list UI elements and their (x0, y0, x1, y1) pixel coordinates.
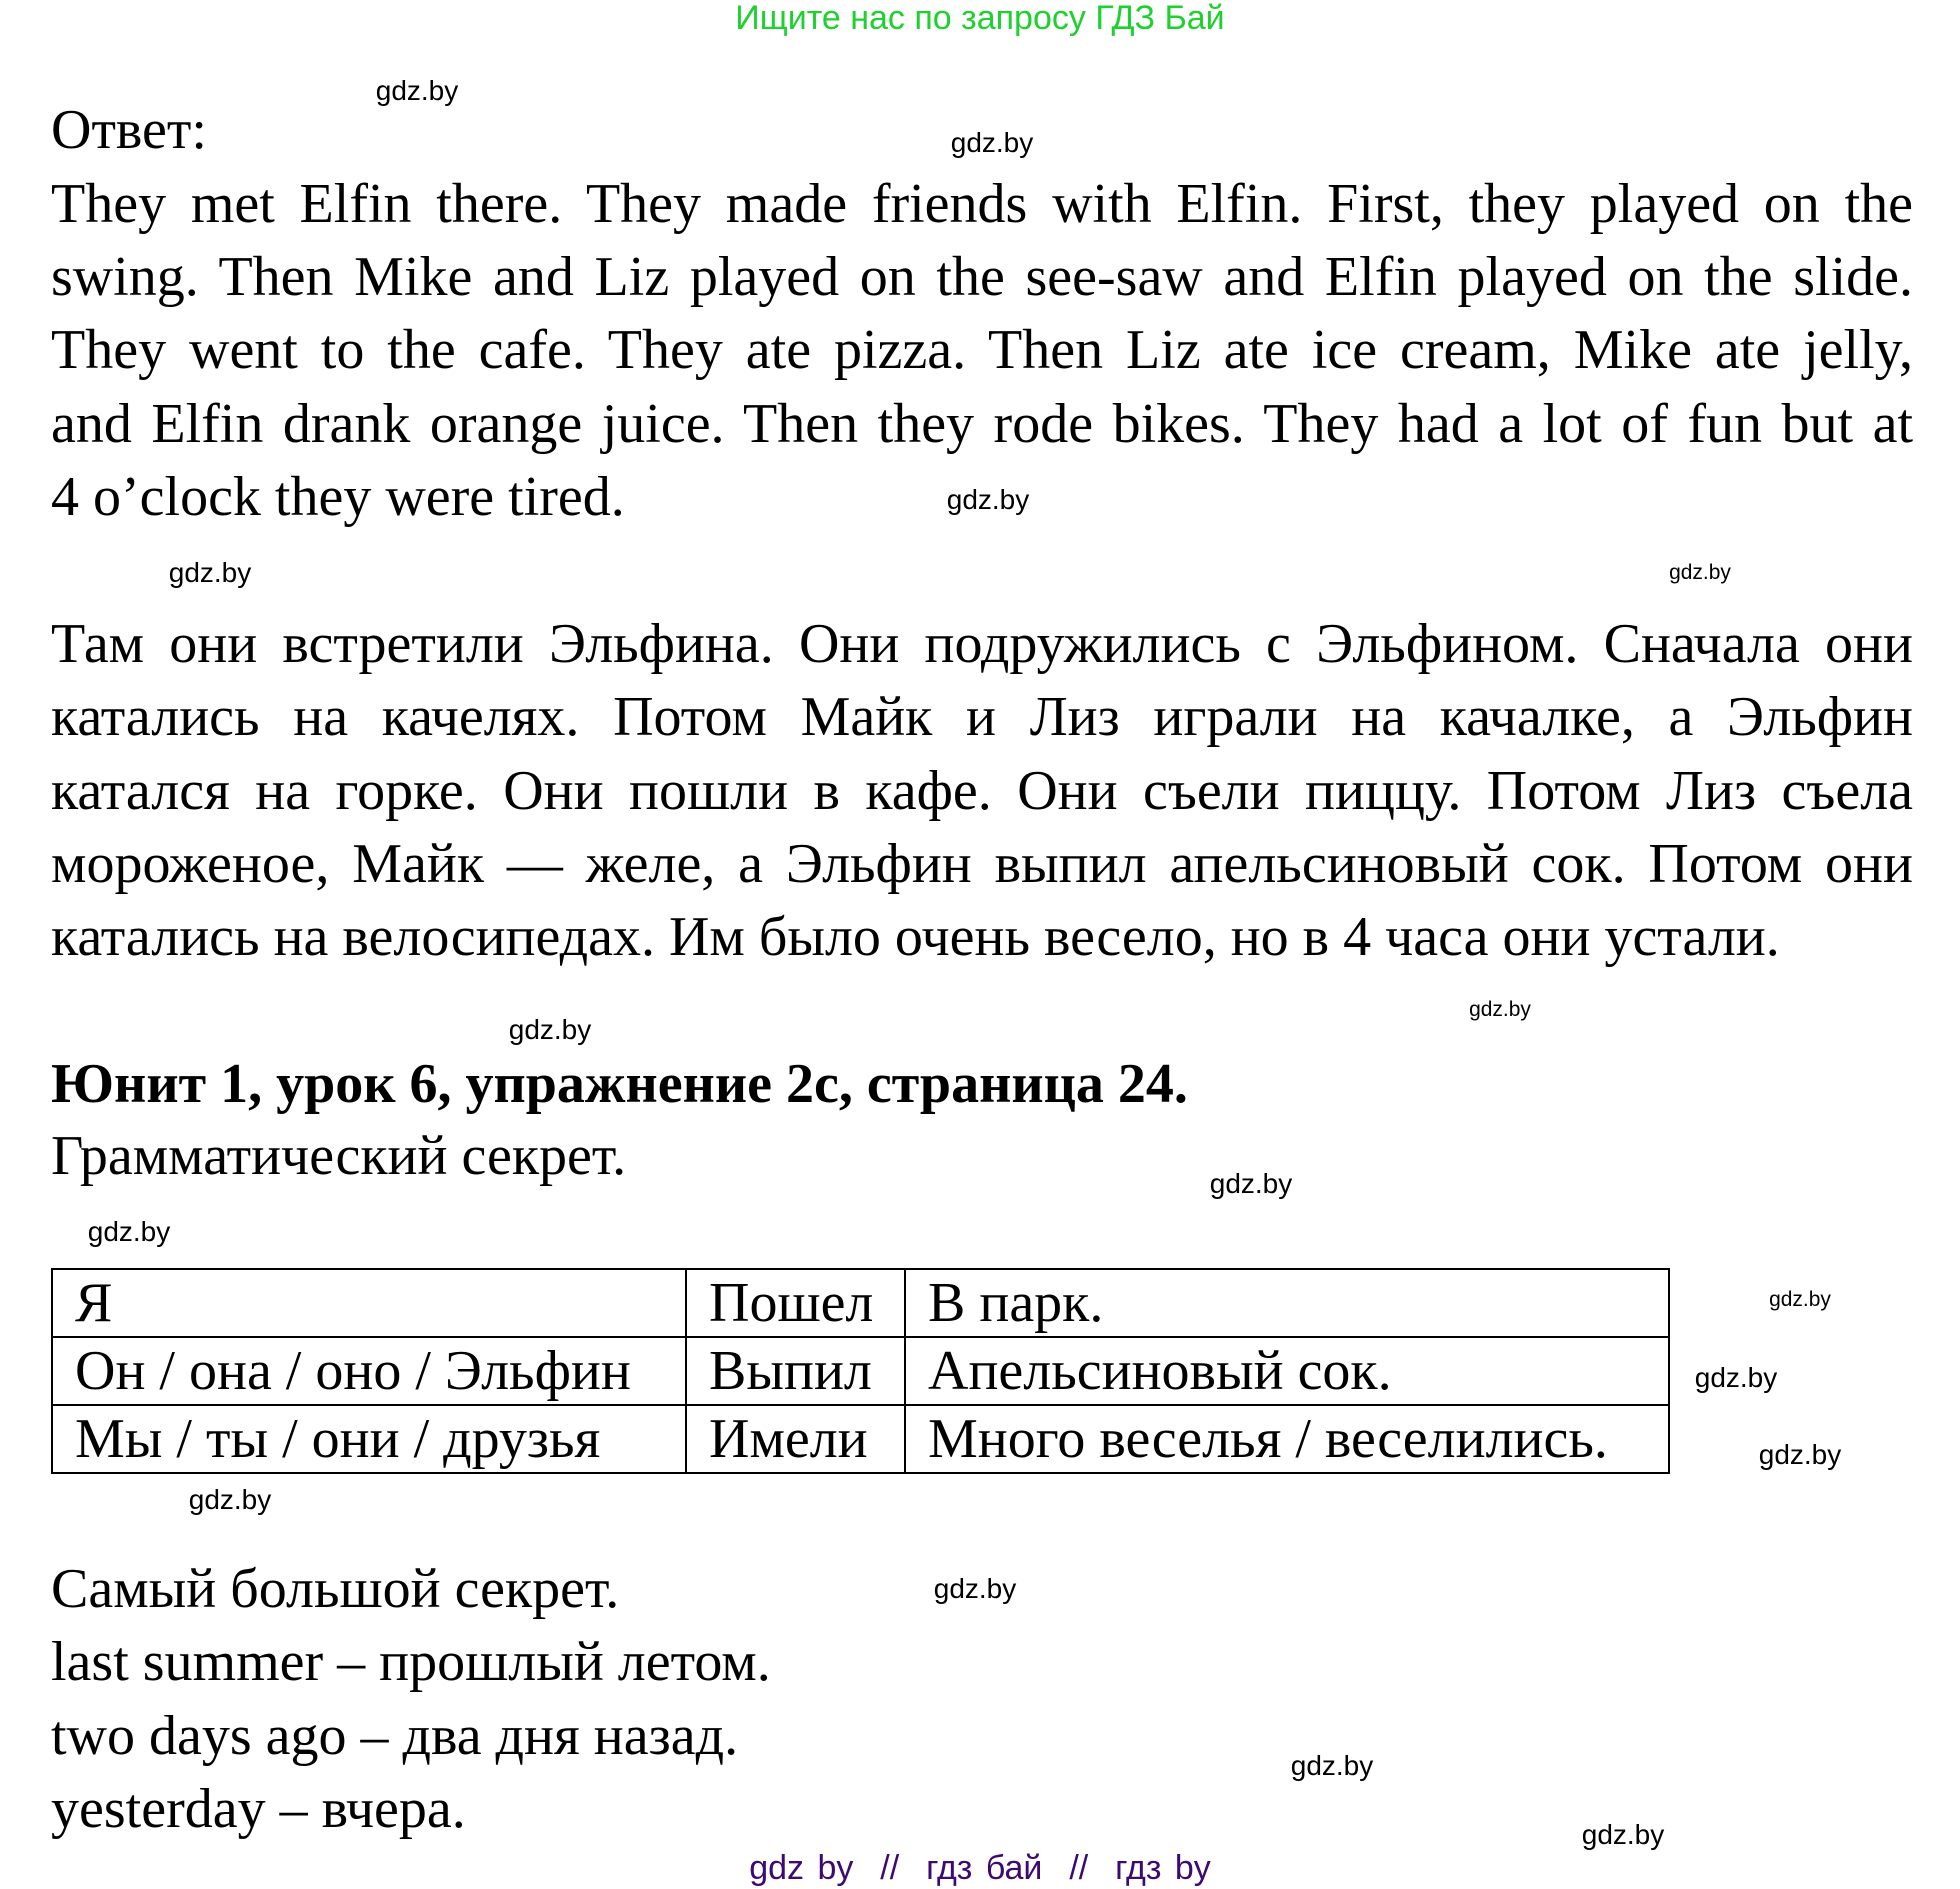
table-row (52, 1269, 1669, 1337)
table-cell: Пошел (686, 1269, 905, 1337)
grammar-table (51, 1268, 1670, 1474)
secret-line: last summer – прошлый летом. (51, 1631, 771, 1693)
watermark: gdz.by (1469, 998, 1531, 1021)
watermark: gdz.by (508, 1014, 592, 1045)
secret-line: two days ago – два дня назад. (51, 1705, 739, 1767)
english-line: swing. Then Mike and Liz played on the see-saw and Elfin played on the slide. (51, 246, 1913, 308)
russian-line: мороженое, Майк — желе, а Эльфин выпил апельсиновый сок. Потом они (51, 833, 1913, 895)
table-cell: В парк. (905, 1269, 1669, 1337)
watermark: gdz.by (87, 1216, 171, 1247)
table-cell: Имели (686, 1405, 905, 1473)
watermark: gdz.by (1209, 1168, 1293, 1199)
watermark: gdz.by (375, 75, 459, 106)
russian-line: Там они встретили Эльфина. Они подружились с Эльфином. Сначала они (51, 613, 1913, 675)
watermark: gdz.by (946, 484, 1030, 515)
watermark: gdz.by (1769, 1288, 1831, 1311)
watermark: gdz.by (1694, 1362, 1778, 1393)
table-row (52, 1405, 1669, 1473)
english-line: 4 o’clock they were tired. (51, 466, 625, 528)
table-cell: Я (52, 1269, 686, 1337)
table-cell: Выпил (686, 1337, 905, 1405)
watermark: gdz.by (1758, 1439, 1842, 1470)
watermark: gdz.by (950, 127, 1034, 158)
russian-line: катались на велосипедах. Им было очень весело, но в 4 часа они устали. (51, 906, 1780, 968)
table-cell: Много веселья / веселились. (905, 1405, 1669, 1473)
english-line: and Elfin drank orange juice. Then they rode bikes. They had a lot of fun but at (51, 393, 1913, 455)
table-row (52, 1337, 1669, 1405)
watermark: gdz.by (1669, 561, 1731, 584)
russian-line: катался на горке. Они пошли в кафе. Они съели пиццу. Потом Лиз съела (51, 760, 1913, 822)
table-cell: Апельсиновый сок. (905, 1337, 1669, 1405)
watermark: gdz.by (933, 1573, 1017, 1604)
table-cell: Мы / ты / они / друзья (52, 1405, 686, 1473)
answer-label: Ответ: (51, 99, 207, 161)
search-banner: Ищите нас по запросу ГДЗ Бай (735, 0, 1225, 37)
grammar-title: Грамматический секрет. (51, 1125, 627, 1187)
table-cell: Он / она / оно / Эльфин (52, 1337, 686, 1405)
russian-line: катались на качелях. Потом Майк и Лиз играли на качалке, а Эльфин (51, 686, 1913, 748)
watermark: gdz.by (1581, 1819, 1665, 1850)
watermark: gdz.by (168, 557, 252, 588)
exercise-heading: Юнит 1, урок 6, упражнение 2c, страница 24. (51, 1053, 1188, 1115)
secret-title: Самый большой секрет. (51, 1558, 620, 1620)
english-line: They went to the cafe. They ate pizza. Then Liz ate ice cream, Mike ate jelly, (51, 319, 1913, 381)
watermark: gdz.by (1290, 1750, 1374, 1781)
watermark: gdz.by (188, 1484, 272, 1515)
footer-links: gdz by // гдз бай // гдз by (749, 1849, 1211, 1887)
english-line: They met Elfin there. They made friends with Elfin. First, they played on the (51, 173, 1913, 235)
secret-line: yesterday – вчера. (51, 1778, 466, 1840)
